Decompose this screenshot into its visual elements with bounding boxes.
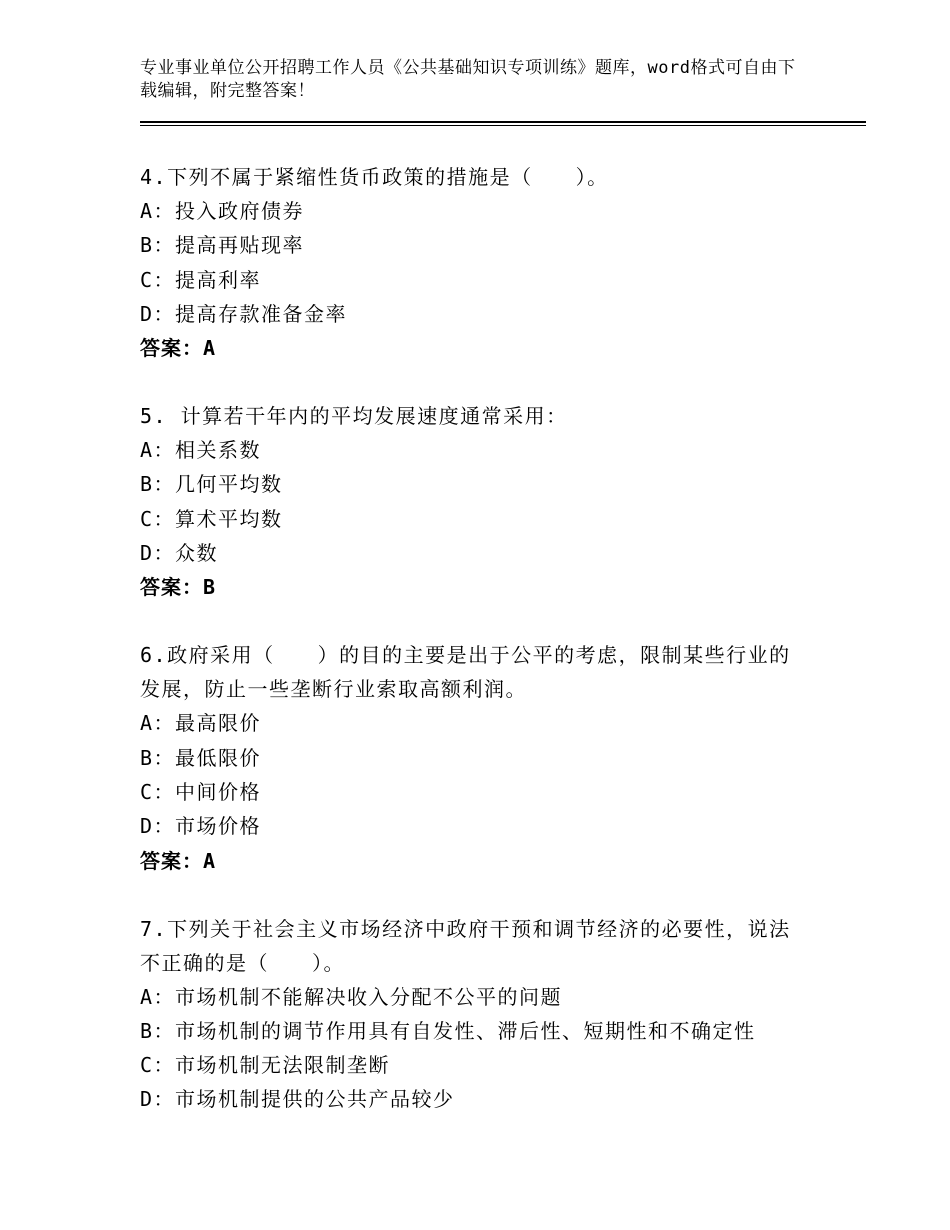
answer-line: 答案：A	[140, 848, 217, 873]
question-7	[140, 912, 800, 1117]
option-d: D：提高存款准备金率	[140, 301, 348, 326]
option-a: A：投入政府债券	[140, 199, 305, 223]
question-6	[140, 638, 800, 877]
answer-line: 答案：B	[140, 575, 217, 600]
option-b: B：最低限价	[140, 745, 262, 770]
option-c: C：提高利率	[140, 267, 262, 292]
question-4	[140, 160, 800, 365]
header-divider-thin	[140, 125, 866, 126]
header-divider-thick	[140, 121, 866, 123]
option-a: A：市场机制不能解决收入分配不公平的问题	[140, 984, 563, 1009]
document-header: 专业事业单位公开招聘工作人员《公共基础知识专项训练》题库，word格式可自由下载编辑，附完整答案！	[140, 58, 796, 101]
option-c: C：市场机制无法限制垄断	[140, 1053, 391, 1078]
option-d: D：众数	[140, 541, 219, 566]
option-c: C：算术平均数	[140, 506, 283, 531]
option-c: C：中间价格	[140, 779, 262, 804]
question-stem: 5. 计算若干年内的平均发展速度通常采用：	[140, 404, 568, 429]
answer-line: 答案：A	[140, 336, 217, 361]
option-b: B：提高再贴现率	[140, 233, 305, 258]
option-b: B：几何平均数	[140, 472, 283, 497]
question-5	[140, 399, 800, 604]
question-stem: 7.下列关于社会主义市场经济中政府干预和调节经济的必要性，说法不正确的是（ ）。	[140, 916, 791, 975]
option-d: D：市场价格	[140, 814, 262, 839]
question-list	[140, 160, 800, 1151]
question-stem: 4.下列不属于紧缩性货币政策的措施是（ ）。	[140, 165, 609, 189]
option-d: D：市场机制提供的公共产品较少	[140, 1087, 455, 1112]
option-a: A：最高限价	[140, 711, 262, 736]
question-stem: 6.政府采用（ ）的目的主要是出于公平的考虑，限制某些行业的发展，防止一些垄断行业索取高额利润。	[140, 643, 791, 702]
option-a: A：相关系数	[140, 438, 262, 463]
option-b: B：市场机制的调节作用具有自发性、滞后性、短期性和不确定性	[140, 1018, 756, 1043]
